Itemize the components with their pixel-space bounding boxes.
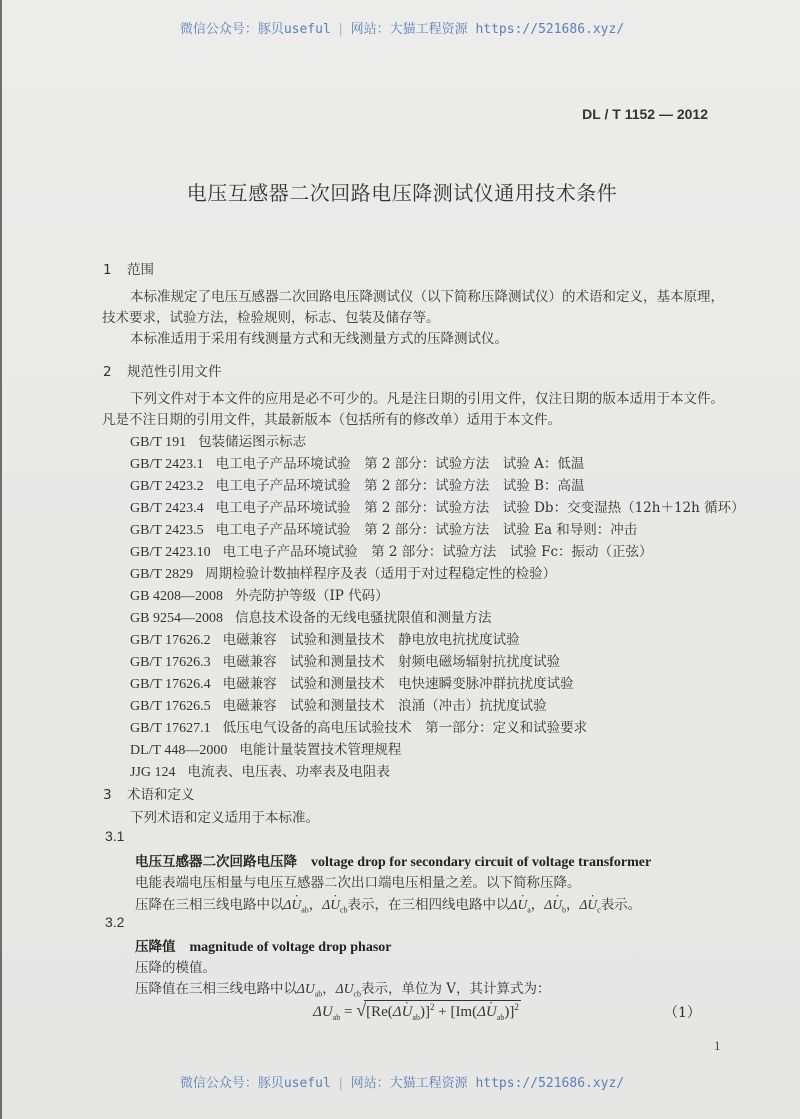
note-text: 表示，单位为 V，其计算式为： xyxy=(361,981,551,997)
page-number: 1 xyxy=(714,1038,721,1053)
reference-code: GB/T 2423.4 xyxy=(130,501,204,516)
term-chinese: 电压互感器二次回路电压降 xyxy=(135,854,297,870)
note-text: ， xyxy=(308,897,323,913)
formula-1: $\Delta U_{ab} = √[Re(\Delta\cdot U_{ab})]^2 + [Im(\Delta\cdot U_{ab})]^2$ xyxy=(313,1000,521,1022)
delta-u-a-symbol: $\Delta\cdot U_a$ xyxy=(510,897,531,912)
reference-item xyxy=(130,716,587,737)
section-title: 术语和定义 xyxy=(127,787,195,803)
watermark-site: 网站：大猫工程资源 https://521686.xyz/ xyxy=(350,22,625,37)
term-note xyxy=(135,893,641,915)
paragraph: 本标准规定了电压互感器二次回路电压降测试仪（以下简称压降测试仪）的术语和定义，基本原理， xyxy=(130,289,724,305)
reference-title: 电磁兼容 试验和测量技术 射频电磁场辐射抗扰度试验 xyxy=(222,654,561,670)
section-title: 规范性引用文件 xyxy=(127,364,222,380)
reference-title: 包装储运图示标志 xyxy=(198,434,307,450)
delta-u-cb-symbol: $\Delta\cdot U_{cb}$ xyxy=(322,897,347,912)
reference-code: GB/T 17626.2 xyxy=(130,633,211,648)
term-heading xyxy=(135,850,651,871)
reference-title: 信息技术设备的无线电骚扰限值和测量方法 xyxy=(234,610,492,626)
note-text: 表示。 xyxy=(600,897,642,913)
section-title: 范围 xyxy=(127,262,154,278)
section-2-heading xyxy=(103,360,222,380)
reference-title: 电工电子产品环境试验 第 2 部分：试验方法 试验 Ea 和导则：冲击 xyxy=(215,522,638,538)
note-text: ， xyxy=(565,897,580,913)
section-number: 1 xyxy=(103,262,112,278)
reference-title: 低压电气设备的高电压试验技术 第一部分：定义和试验要求 xyxy=(222,720,588,736)
equation-number: （1） xyxy=(664,1005,701,1021)
section-3-heading xyxy=(103,783,195,803)
section-number: 2 xyxy=(103,364,112,380)
delta-u-ab-symbol: $\Delta\cdot U_{ab}$ xyxy=(284,897,309,912)
reference-title: 电工电子产品环境试验 第 2 部分：试验方法 试验 Db：交变湿热（12h＋12h 循环） xyxy=(215,500,745,516)
term-english: voltage drop for secondary circuit of voltage transformer xyxy=(311,855,652,870)
reference-code: GB/T 2423.1 xyxy=(130,457,204,472)
delta-u-ab-magnitude-symbol: $\Delta U_{ab}$ xyxy=(297,981,323,999)
term-english: magnitude of voltage drop phasor xyxy=(189,940,392,955)
reference-item xyxy=(130,606,491,627)
reference-code: GB/T 2423.5 xyxy=(130,523,204,538)
reference-title: 电工电子产品环境试验 第 2 部分：试验方法 试验 A：低温 xyxy=(215,456,585,472)
reference-item xyxy=(130,474,585,495)
reference-code: GB/T 17626.4 xyxy=(130,677,211,692)
delta-u-b-symbol: $\Delta\cdot U_b$ xyxy=(544,897,566,912)
reference-code: GB/T 17626.3 xyxy=(130,655,211,670)
reference-title: 周期检验计数抽样程序及表（适用于对过程稳定性的检验） xyxy=(205,566,557,582)
note-text: 压降在三相三线电路中以 xyxy=(135,897,284,913)
clause-number: 3.2 xyxy=(105,914,125,930)
document-title: 电压互感器二次回路电压降测试仪通用技术条件 xyxy=(186,181,618,205)
reference-item xyxy=(130,584,389,605)
term-chinese: 压降值 xyxy=(135,939,176,955)
watermark-wechat: 微信公众号：豚贝useful xyxy=(179,22,331,37)
paragraph: 下列术语和定义适用于本标准。 xyxy=(130,810,319,826)
reference-code: GB/T 2423.10 xyxy=(130,545,211,560)
term-definition: 电能表端电压相量与电压互感器二次出口端电压相量之差。以下简称压降。 xyxy=(135,875,581,891)
reference-item xyxy=(130,672,574,693)
note-text: ， xyxy=(322,981,336,997)
reference-title: 电磁兼容 试验和测量技术 静电放电抗扰度试验 xyxy=(222,632,520,648)
reference-item xyxy=(130,650,560,671)
reference-item xyxy=(130,496,745,517)
reference-code: GB/T 2423.2 xyxy=(130,479,204,494)
reference-title: 电磁兼容 试验和测量技术 电快速瞬变脉冲群抗扰度试验 xyxy=(222,676,574,692)
reference-code: GB 4208—2008 xyxy=(130,589,223,604)
reference-item xyxy=(130,760,390,781)
watermark-wechat: 微信公众号：豚贝useful xyxy=(179,1076,331,1091)
reference-item xyxy=(130,518,637,539)
watermark-top xyxy=(2,18,800,37)
reference-title: 电流表、电压表、功率表及电阻表 xyxy=(187,764,391,780)
watermark-separator: | xyxy=(336,1076,345,1091)
reference-item xyxy=(130,562,556,583)
reference-item xyxy=(130,540,653,561)
reference-title: 电磁兼容 试验和测量技术 浪涌（冲击）抗扰度试验 xyxy=(222,698,547,714)
note-text: 表示，在三相四线电路中以 xyxy=(347,897,510,913)
paragraph: 凡是不注日期的引用文件，其最新版本（包括所有的修改单）适用于本文件。 xyxy=(102,412,561,428)
reference-title: 电工电子产品环境试验 第 2 部分：试验方法 试验 Fc：振动（正弦） xyxy=(222,544,653,560)
standard-code: DL / T 1152 — 2012 xyxy=(582,106,708,122)
reference-title: 电能计量装置技术管理规程 xyxy=(239,742,402,758)
reference-title: 外壳防护等级（IP 代码） xyxy=(234,588,389,604)
reference-item xyxy=(130,452,584,473)
section-number: 3 xyxy=(103,787,112,803)
watermark-site: 网站：大猫工程资源 https://521686.xyz/ xyxy=(350,1076,625,1091)
reference-code: GB/T 2829 xyxy=(130,567,194,582)
reference-code: DL/T 448—2000 xyxy=(130,743,228,758)
reference-item xyxy=(130,738,401,759)
reference-code: JJG 124 xyxy=(130,765,176,780)
reference-title: 电工电子产品环境试验 第 2 部分：试验方法 试验 B：高温 xyxy=(215,478,585,494)
paragraph: 技术要求，试验方法，检验规则，标志、包装及储存等。 xyxy=(102,310,440,326)
term-definition: 压降的模值。 xyxy=(135,960,216,976)
paragraph: 下列文件对于本文件的应用是必不可少的。凡是注日期的引用文件，仅注日期的版本适用于本文件。 xyxy=(130,391,724,407)
reference-code: GB/T 17627.1 xyxy=(130,721,211,736)
reference-item xyxy=(130,430,306,451)
clause-number: 3.1 xyxy=(105,828,125,844)
watermark-bottom xyxy=(2,1072,800,1091)
reference-item xyxy=(130,628,520,649)
delta-u-cb-magnitude-symbol: $\Delta U_{cb}$ xyxy=(335,981,361,999)
reference-code: GB/T 17626.5 xyxy=(130,699,211,714)
paragraph: 本标准适用于采用有线测量方式和无线测量方式的压降测试仪。 xyxy=(130,331,508,347)
term-heading xyxy=(135,935,391,956)
watermark-separator: | xyxy=(336,22,345,37)
reference-item xyxy=(130,694,547,715)
reference-code: GB 9254—2008 xyxy=(130,611,223,626)
note-text: ， xyxy=(530,897,545,913)
section-1-heading xyxy=(103,258,154,278)
note-text: 压降值在三相三线电路中以 xyxy=(135,981,297,997)
reference-code: GB/T 191 xyxy=(130,435,187,450)
delta-u-c-symbol: $\Delta\cdot U_c$ xyxy=(579,897,600,912)
